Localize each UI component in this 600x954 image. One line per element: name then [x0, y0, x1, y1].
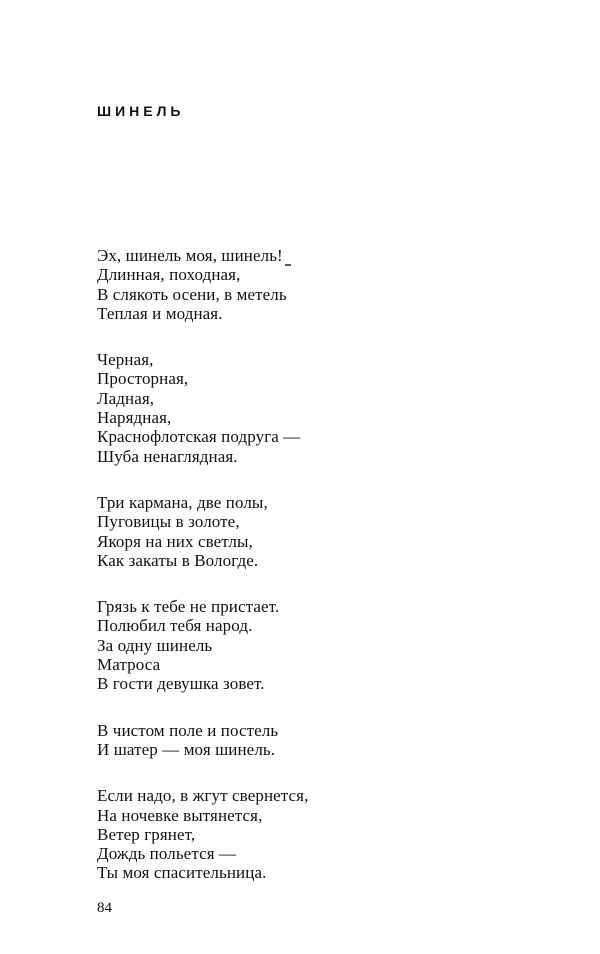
poem-line: Краснофлотская подруга —	[97, 427, 301, 447]
stanza	[97, 350, 557, 466]
poem-line: Просторная,	[97, 369, 189, 389]
stanza	[97, 597, 557, 693]
poem-line: Теплая и модная.	[97, 303, 223, 323]
poem-line: Нарядная,	[97, 408, 172, 428]
poem-line: На ночевке вытянется,	[97, 805, 263, 825]
poem-line: Ветер грянет,	[97, 824, 196, 844]
poem-line: В гости девушка зовет.	[97, 674, 265, 694]
poem-body	[97, 246, 557, 883]
page-number: 84	[97, 900, 112, 916]
poem-line: За одну шинель	[97, 635, 213, 655]
poem-line: Длинная, походная,	[97, 265, 241, 285]
poem-line: Пуговицы в золоте,	[97, 512, 240, 532]
poem-line: Ты моя спасительница.	[97, 863, 267, 883]
poem-line: Дождь польется —	[97, 844, 237, 864]
poem-line: Якоря на них светлы,	[97, 531, 253, 551]
poem-line: Черная,	[97, 350, 154, 370]
poem-line: Ладная,	[97, 388, 155, 408]
poem-line: Полюбил тебя народ.	[97, 616, 253, 636]
stanza	[97, 786, 557, 882]
poem-line: И шатер — моя шинель.	[97, 739, 276, 759]
stanza	[97, 721, 557, 760]
poem-line: Матроса	[97, 655, 161, 675]
poem-line: Три кармана, две полы,	[97, 492, 268, 512]
poem-line: Эх, шинель моя, шинель!	[97, 246, 283, 265]
poem-line: В слякоть осени, в метель	[97, 284, 287, 304]
poem-title: ШИНЕЛЬ	[97, 103, 185, 119]
poem-line: Грязь к тебе не пристает.	[97, 597, 280, 617]
stanza	[97, 493, 557, 570]
stanza	[97, 246, 557, 323]
poem-line: Шуба ненаглядная.	[97, 446, 238, 466]
poem-line: Как закаты в Вологде.	[97, 550, 259, 570]
poem-line: Если надо, в жгут свернется,	[97, 786, 309, 806]
poem-line: В чистом поле и постель	[97, 720, 279, 740]
